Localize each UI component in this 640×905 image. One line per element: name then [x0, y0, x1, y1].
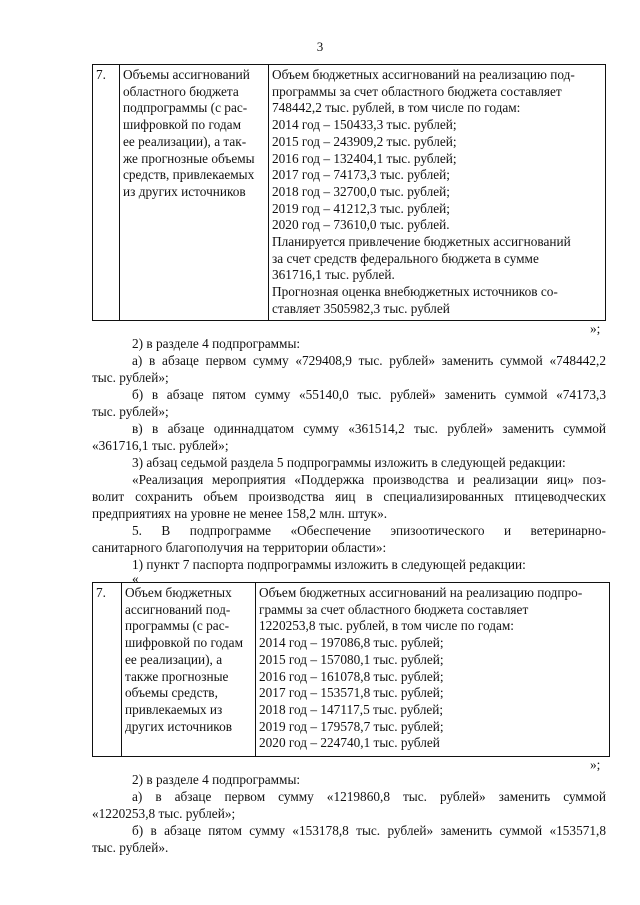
label-line: областного бюджета [123, 83, 239, 99]
quote-line: «Реализация мероприятия «Поддержка производства и реализации яиц» поз- [132, 472, 606, 487]
amendment-line: тыс. рублей»; [92, 404, 169, 419]
amendment-line: б) в абзаце пятом сумму «153178,8 тыс. рублей» заменить суммой «153571,8 [132, 823, 606, 838]
label-line: Объем бюджетных [125, 585, 232, 600]
label-line: объемы средств, [125, 685, 218, 701]
content-line: 2017 год – 74173,3 тыс. рублей; [272, 167, 450, 183]
label-cell [120, 65, 269, 321]
content-line: 2015 год – 243909,2 тыс. рублей; [272, 133, 457, 149]
content-line: 361716,1 тыс. рублей. [272, 267, 395, 283]
amendment-line: а) в абзаце первом сумму «1219860,8 тыс. рублей» заменить суммой [132, 789, 606, 804]
row-number-cell [93, 65, 120, 321]
item-heading: 1) пункт 7 паспорта подпрограммы изложить в следующей редакции: [132, 557, 526, 572]
amendment-line: б) в абзаце пятом сумму «55140,0 тыс. рублей» заменить суммой «74173,3 [132, 387, 606, 402]
content-line: 2017 год – 153571,8 тыс. рублей; [259, 685, 444, 701]
amendment-line: «361716,1 тыс. рублей»; [92, 438, 229, 453]
quote-line: волит сохранить объем производства яиц в специализированных птицеводческих [92, 489, 606, 504]
section-heading: 5. В подпрограмме «Обеспечение эпизоотического и ветеринарно- [132, 523, 606, 538]
content-line: 1220253,8 тыс. рублей, в том числе по годам: [259, 618, 515, 634]
table-row [93, 583, 610, 757]
content-line: за счет средств федерального бюджета в сумме [272, 250, 539, 266]
row-number: 7. [96, 585, 106, 600]
label-line: же прогнозные объемы [123, 150, 255, 166]
amendment-line: тыс. рублей». [92, 840, 169, 855]
passport-table-1 [92, 64, 606, 321]
amendment-line: тыс. рублей»; [92, 370, 169, 385]
label-line: также прогнозные [125, 668, 229, 684]
open-quote: « [132, 571, 139, 586]
label-line: средств, привлекаемых [123, 167, 255, 183]
content-line: 2014 год – 150433,3 тыс. рублей; [272, 117, 457, 133]
content-line: 2016 год – 132404,1 тыс. рублей; [272, 150, 457, 166]
content-line: ставляет 3505982,3 тыс. рублей [272, 300, 450, 316]
label-line: других источников [125, 718, 233, 734]
item-heading: 2) в разделе 4 подпрограммы: [132, 336, 301, 351]
amendment-line: а) в абзаце первом сумму «729408,9 тыс. рублей» заменить суммой «748442,2 [132, 353, 606, 368]
row-number-cell [93, 583, 122, 757]
label-line: ассигнований под- [125, 601, 231, 617]
label-line: ее реализации), а так- [123, 133, 247, 149]
content-line: 2019 год – 179578,7 тыс. рублей; [259, 718, 444, 734]
content-line: Планируется привлечение бюджетных ассигнований [272, 234, 571, 250]
close-quote: »; [590, 757, 601, 772]
label-line: привлекаемых из [125, 701, 223, 717]
content-cell [269, 65, 606, 321]
label-line: шифровкой по годам [123, 117, 241, 133]
section-heading: санитарного благополучия на территории области»: [92, 540, 387, 555]
quote-line: предприятиях на уровне не менее 158,2 млн. штук». [92, 506, 388, 521]
content-line: 2020 год – 73610,0 тыс. рублей. [272, 217, 450, 233]
item-heading: 2) в разделе 4 подпрограммы: [132, 772, 301, 787]
content-line: Прогнозная оценка внебюджетных источников со- [272, 284, 558, 300]
row-number: 7. [96, 67, 106, 82]
table-row [93, 65, 606, 321]
content-cell [256, 583, 610, 757]
label-line: ее реализации), а [125, 651, 223, 667]
label-line: из других источников [123, 183, 246, 199]
close-quote: »; [590, 321, 601, 336]
content-line: 2018 год – 32700,0 тыс. рублей; [272, 183, 450, 199]
label-line: подпрограммы (с рас- [123, 100, 248, 116]
amendment-line: «1220253,8 тыс. рублей»; [92, 806, 236, 821]
content-line: 2014 год – 197086,8 тыс. рублей; [259, 635, 444, 651]
content-line: 2020 год – 224740,1 тыс. рублей [259, 735, 440, 751]
content-line: Объем бюджетных ассигнований на реализацию подпро- [259, 585, 583, 600]
page-number: 3 [316, 39, 324, 54]
label-cell [122, 583, 256, 757]
amendment-line: в) в абзаце одиннадцатом сумму «361514,2 тыс. рублей» заменить суммой [132, 421, 606, 436]
content-line: 2019 год – 41212,3 тыс. рублей; [272, 200, 450, 216]
label-line: программы (с рас- [125, 618, 230, 634]
label-line: Объемы ассигнований [123, 67, 250, 82]
content-line: 2018 год – 147117,5 тыс. рублей; [259, 701, 444, 717]
content-line: 2015 год – 157080,1 тыс. рублей; [259, 651, 444, 667]
content-line: Объем бюджетных ассигнований на реализацию под- [272, 67, 575, 82]
passport-table-2 [92, 582, 610, 757]
content-line: 2016 год – 161078,8 тыс. рублей; [259, 668, 444, 684]
label-line: шифровкой по годам [125, 635, 243, 651]
content-line: граммы за счет областного бюджета составляет [259, 601, 529, 617]
content-line: 748442,2 тыс. рублей, в том числе по годам: [272, 100, 521, 116]
content-line: программы за счет областного бюджета составляет [272, 83, 562, 99]
amendment-line: 3) абзац седьмой раздела 5 подпрограммы изложить в следующей редакции: [132, 455, 566, 470]
